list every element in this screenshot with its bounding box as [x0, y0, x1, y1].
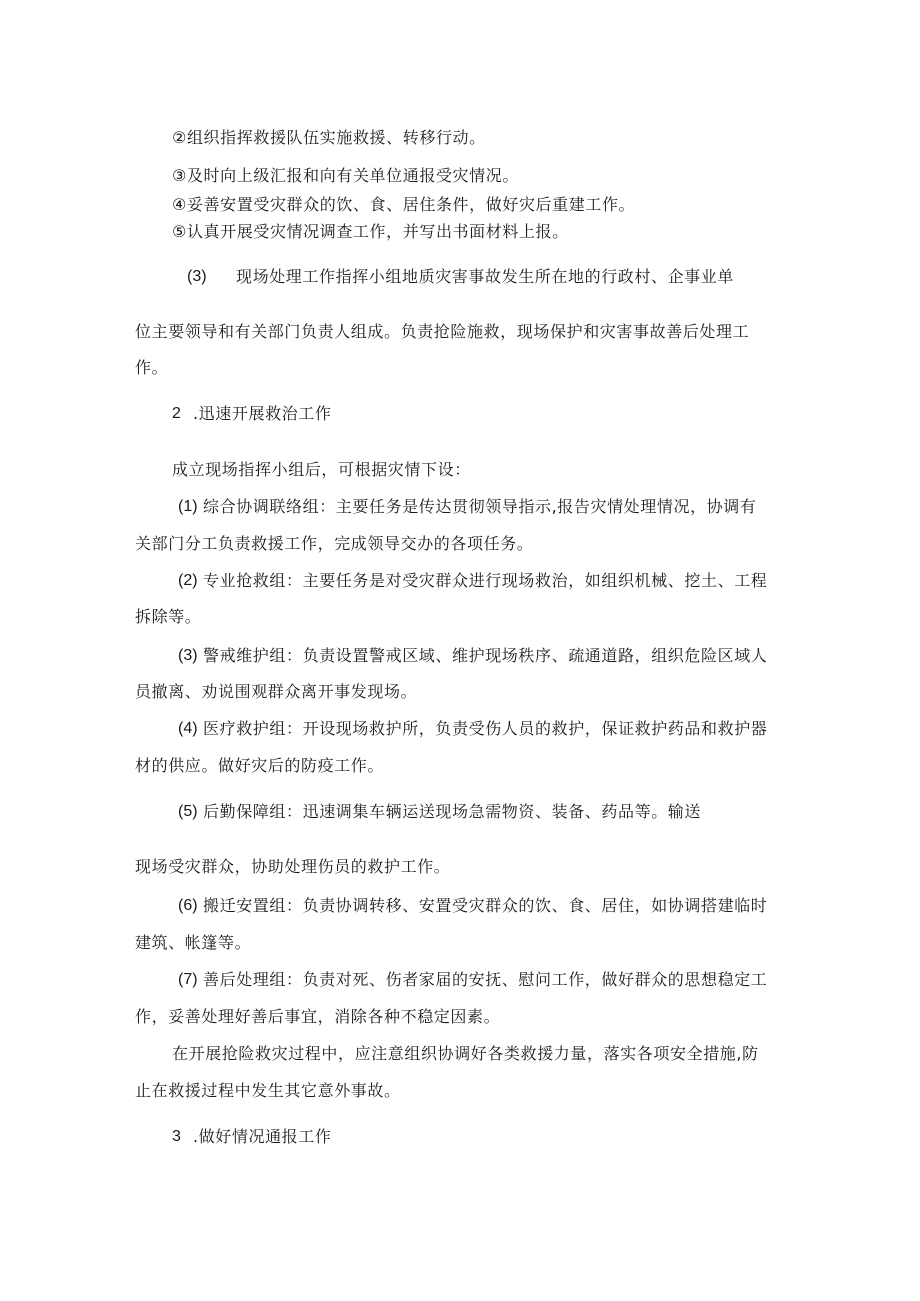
group-7-line-2: 作，妥善处理好善后事宜，消除各种不稳定因素。 — [135, 1007, 501, 1026]
group-6-line-1: 搬迁安置组：负责协调转移、安置受灾群众的饮、食、居住，如协调搭建临时 — [203, 896, 768, 915]
group-4-line-1: 医疗救护组：开设现场救护所，负责受伤人员的救护，保证救护药品和救护器 — [203, 719, 768, 738]
group-1-line-1: 综合协调联络组：主要任务是传达贯彻领导指示,报告灾情处理情况，协调有 — [203, 497, 757, 516]
group-2-line-1: 专业抢救组：主要任务是对受灾群众进行现场救治，如组织机械、挖土、工程 — [203, 571, 768, 590]
group-3-line-1: 警戒维护组：负责设置警戒区域、维护现场秩序、疏通道路，组织危险区域人 — [203, 646, 768, 665]
paragraph-3-number: (3) — [187, 268, 207, 285]
group-4-number: (4) — [178, 720, 198, 737]
group-1-number: (1) — [178, 498, 198, 515]
group-1-line-2: 关部门分工负责救援工作，完成领导交办的各项任务。 — [135, 534, 534, 553]
section-3-heading: .做好情况通报工作 — [193, 1127, 332, 1146]
paragraph-3-line-2: 位主要领导和有关部门负责人组成。负责抢险施救，现场保护和灾害事故善后处理工 — [135, 322, 750, 341]
item-4-text: ④妥善安置受灾群众的饮、食、居住条件，做好灾后重建工作。 — [172, 195, 636, 214]
paragraph-3-line-1: 现场处理工作指挥小组地质灾害事故发生所在地的行政村、企事业单 — [236, 267, 735, 286]
closing-line-1: 在开展抢险救灾过程中，应注意组织协调好各类救援力量，落实各项安全措施,防 — [172, 1044, 759, 1063]
intro-text: 成立现场指挥小组后，可根据灾情下设： — [172, 460, 471, 479]
group-2-line-2: 拆除等。 — [135, 607, 202, 626]
section-2-heading: .迅速开展救治工作 — [193, 404, 332, 423]
item-3-text: ③及时向上级汇报和向有关单位通报受灾情况。 — [172, 166, 519, 185]
group-2-number: (2) — [178, 572, 198, 589]
group-6-number: (6) — [178, 897, 198, 914]
item-5-text: ⑤认真开展受灾情况调查工作，并写出书面材料上报。 — [172, 222, 569, 241]
group-4-line-2: 材的供应。做好灾后的防疫工作。 — [135, 756, 385, 775]
group-5-line-2: 现场受灾群众，协助处理伤员的救护工作。 — [135, 857, 451, 876]
section-3-number: 3 — [172, 1128, 181, 1145]
group-7-line-1: 善后处理组：负责对死、伤者家届的安抚、慰问工作，做好群众的思想稳定工 — [203, 970, 768, 989]
group-7-number: (7) — [178, 971, 198, 988]
item-2-text: ②组织指挥救援队伍实施救援、转移行动。 — [172, 128, 486, 147]
closing-line-2: 止在救援过程中发生其它意外事故。 — [135, 1081, 401, 1100]
group-3-line-2: 员撤离、劝说围观群众离开事发现场。 — [135, 682, 418, 701]
paragraph-3-line-3: 作。 — [135, 358, 169, 377]
group-5-number: (5) — [178, 803, 198, 820]
section-2-number: 2 — [172, 405, 181, 422]
group-3-number: (3) — [178, 647, 198, 664]
group-6-line-2: 建筑、帐篷等。 — [135, 933, 252, 952]
group-5-line-1: 后勤保障组：迅速调集车辆运送现场急需物资、装备、药品等。输送 — [203, 802, 702, 821]
